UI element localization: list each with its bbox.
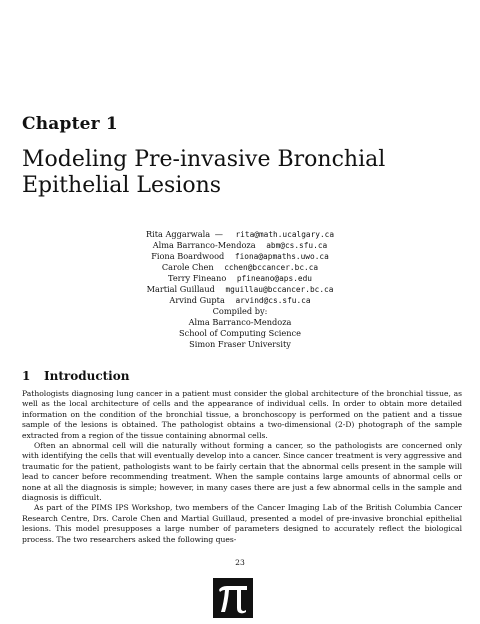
author-block [0, 229, 480, 350]
page-number: 23 [235, 558, 245, 567]
author-email: pfineano@aps.edu [236, 274, 312, 283]
author-name: Martial Guillaud [146, 284, 215, 294]
section-title: Introduction [44, 369, 130, 383]
section-number: 1 [22, 369, 31, 383]
author-name: Alma Barranco-Mendoza [152, 240, 256, 250]
author-row [0, 240, 480, 251]
author-name: Rita Aggarwala [145, 229, 211, 239]
compiled-by-label: Compiled by: [212, 306, 268, 316]
author-name: Arvind Gupta [169, 295, 225, 305]
author-email: fiona@apmaths.uwo.ca [234, 252, 329, 261]
author-row [0, 262, 480, 273]
author-row [0, 251, 480, 262]
author-separator: — [214, 229, 223, 239]
body-text [22, 389, 462, 545]
author-email: rita@math.ucalgary.ca [235, 230, 335, 239]
compiler-department: School of Computing Science [179, 328, 301, 338]
compiler-name: Alma Barranco-Mendoza [188, 317, 292, 327]
author-row [0, 295, 480, 306]
author-row [0, 284, 480, 295]
author-row [0, 273, 480, 284]
pi-logo-icon [213, 578, 253, 618]
author-email: abm@cs.sfu.ca [266, 241, 328, 250]
section-heading [22, 369, 129, 383]
paragraph: As part of the PIMS IPS Workshop, two members of the Cancer Imaging Lab of the British Columbia Cancer Research Centre, Drs. Carole Chen and Martial Guillaud, presented a model of pre-invasive bronchial epithelial lesions. This model presupposes a large number of parameters designed to accurately reflect the biological process. The two researchers asked the following ques- [22, 503, 462, 544]
author-name: Terry Fineano [168, 273, 227, 283]
chapter-heading: Chapter 1 [22, 114, 118, 134]
author-name: Fiona Boardwood [151, 251, 225, 261]
author-email: mguillau@bccancer.bc.ca [225, 285, 334, 294]
compiler-university: Simon Fraser University [189, 339, 291, 349]
paragraph: Pathologists diagnosing lung cancer in a patient must consider the global architecture of the bronchial tissue, as well as the local architecture of cells and the appearance of individual cells. In order to obtain more detailed information on the condition of the bronchial tissue, a bronchoscopy is performed on the patient and a tissue sample of the lesions is obtained. The pathologist obtains a two-dimensional (2-D) photograph of the sample extracted from a region of the tissue containing abnormal cells. [22, 389, 462, 440]
title-line-1: Modeling Pre-invasive Bronchial [22, 147, 386, 172]
author-name: Carole Chen [161, 262, 214, 272]
paragraph: Often an abnormal cell will die naturally without forming a cancer, so the pathologists are concerned only with identifying the cells that will eventually develop into a cancer. Since cancer treatment is very aggressive and traumatic for the patient, pathologists want to be fairly certain that the abnormal cells present in the sample will lead to cancer before recommending treatment. When the sample contains large amounts of abnormal cells or none at all the diagnosis is simple; however, in many cases there are just a few abnormal cells in the sample and diagnosis is difficult. [22, 441, 462, 503]
author-row [0, 229, 480, 240]
title-line-2: Epithelial Lesions [22, 173, 222, 198]
author-email: arvind@cs.sfu.ca [235, 296, 311, 305]
chapter-title [22, 147, 442, 199]
author-email: cchen@bccancer.bc.ca [224, 263, 319, 272]
